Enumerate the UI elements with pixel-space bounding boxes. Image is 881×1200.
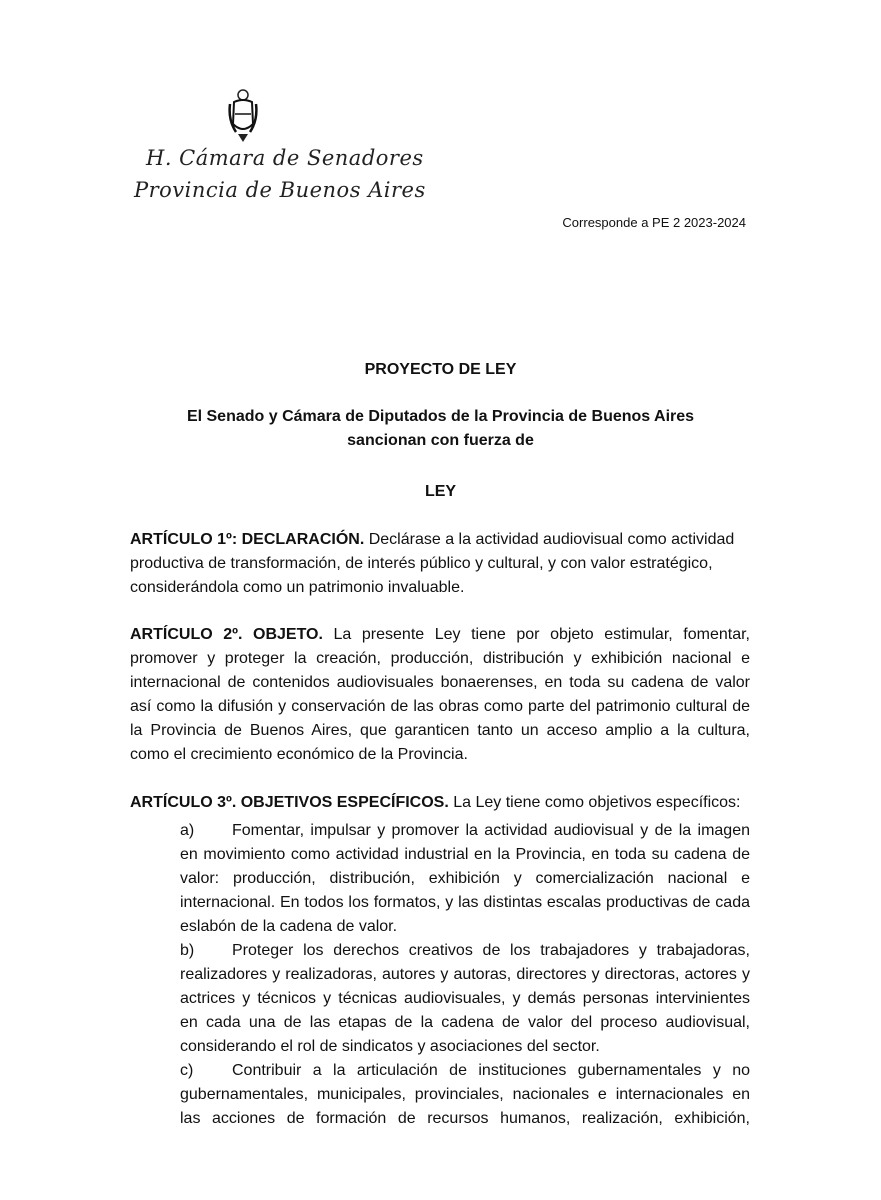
article-1-heading: ARTÍCULO 1º: DECLARACIÓN.	[130, 531, 365, 548]
text-line: Fomentar, impulsar y promover la actividad audiovisual y de la imagen	[232, 822, 750, 839]
text-line: así como la difusión y conservación de las obras como parte del patrimonio cultural de	[130, 698, 750, 715]
coat-of-arms-icon	[226, 88, 260, 144]
list-item-line: en movimiento como actividad industrial en la Provincia, en toda su cadena de	[180, 846, 750, 863]
text-line: considerándola como un patrimonio invaluable.	[130, 579, 465, 596]
document-title: PROYECTO DE LEY	[364, 361, 517, 378]
text-line: Contribuir a la articulación de instituciones gubernamentales y no	[232, 1062, 750, 1079]
preamble-line-2: sancionan con fuerza de	[347, 432, 534, 449]
list-item-line: las acciones de formación de recursos humanos, realización, exhibición,	[180, 1110, 750, 1127]
text-line: promover y proteger la creación, producción, distribución y exhibición nacional e	[130, 650, 750, 667]
text-line: Proteger los derechos creativos de los trabajadores y trabajadoras,	[232, 942, 750, 959]
institution-name: H. Cámara de Senadores	[146, 146, 424, 170]
list-item-line: actrices y técnicos y técnicas audiovisuales, y demás personas intervinientes	[180, 990, 750, 1007]
list-item-line: internacional. En todos los formatos, y las distintas escalas productivas de cada	[180, 894, 750, 911]
list-marker: c)	[180, 1062, 194, 1079]
institution-province: Provincia de Buenos Aires	[134, 178, 426, 202]
text-line: internacional de contenidos audiovisuales bonaerenses, en toda su cadena de valor	[130, 674, 750, 691]
text-line: productiva de transformación, de interés público y cultural, y con valor estratégico,	[130, 555, 713, 572]
list-item-line: en cada una de las etapas de la cadena de valor del proceso audiovisual,	[180, 1014, 750, 1031]
list-marker: a)	[180, 822, 195, 839]
list-item-line: eslabón de la cadena de valor.	[180, 918, 398, 935]
reference-number: Corresponde a PE 2 2023-2024	[562, 215, 746, 230]
list-marker: b)	[180, 942, 195, 959]
article-3-heading: ARTÍCULO 3º. OBJETIVOS ESPECÍFICOS.	[130, 794, 449, 811]
list-item-line: realizadores y realizadoras, autores y autoras, directores y directoras, actores y	[180, 966, 750, 983]
text-line: como el crecimiento económico de la Provincia.	[130, 746, 468, 763]
text-line: Declárase a la actividad audiovisual como actividad	[364, 531, 735, 548]
list-item-line: gubernamentales, municipales, provinciales, nacionales e internacionales en	[180, 1086, 750, 1103]
preamble-line-1: El Senado y Cámara de Diputados de la Provincia de Buenos Aires	[186, 408, 695, 425]
text-line: La Ley tiene como objetivos específicos:	[448, 794, 741, 811]
list-item-line: considerando el rol de sindicatos y asociaciones del sector.	[180, 1038, 600, 1055]
law-heading: LEY	[424, 483, 457, 500]
list-item-line: valor: producción, distribución, exhibición y comercialización nacional e	[180, 870, 750, 887]
text-line: la Provincia de Buenos Aires, que garanticen tanto un acceso amplio a la cultura,	[130, 722, 750, 739]
text-line: La presente Ley tiene por objeto estimular, fomentar,	[322, 626, 750, 643]
article-2-heading: ARTÍCULO 2º. OBJETO.	[130, 626, 323, 643]
